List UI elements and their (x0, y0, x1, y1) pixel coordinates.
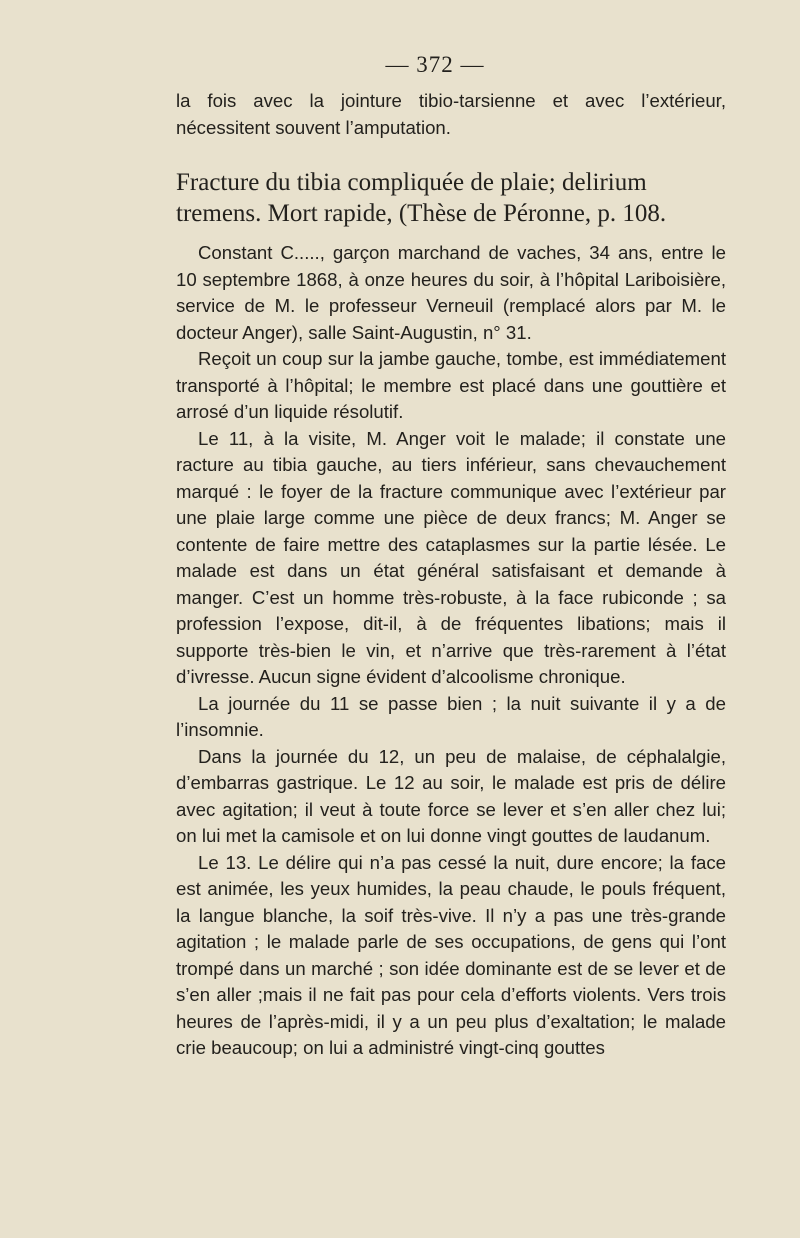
paragraph-day-11: Le 11, à la visite, M. Anger voit le malade; il constate une racture au tibia gauche, au tiers inférieur, sans chevauchement marqué : le foyer de la fracture communique avec l’extérieur par une plaie large comme une pièce de deux francs; M. Anger se contente de faire mettre des cataplasmes sur la partie lésée. Le malade est dans un état général satisfaisant et demande à manger. C’est un homme très-robuste, à la face rubiconde ; sa profession l’expose, dit-il, à de fréquentes libations; mais il supporte très-bien le vin, et n’arrive que très-rarement à l’état d’ivresse. Aucun signe évident d’alcoolisme chronique. (176, 427, 726, 687)
paragraph-day-12: Dans la journée du 12, un peu de malaise, de céphalalgie, d’embarras gastrique. Le 12 au soir, le malade est pris de délire avec agitation; il veut à toute force se lever et s’en aller chez lui; on lui met la camisole et on lui donne vingt gouttes de laudanum. (176, 745, 726, 846)
paragraph-day-11-night: La journée du 11 se passe bien ; la nuit suivante il y a de l’insomnie. (176, 692, 726, 740)
page-number: — 372 — (385, 52, 485, 77)
intro-paragraph: la fois avec la jointure tibio-tarsienne et avec l’extérieur, nécessitent souvent l’amputation. (176, 90, 726, 138)
section-title: Fracture du tibia compliquée de plaie; delirium tremens. Mort rapide, (Thèse de Péronne, p. 108. (176, 169, 667, 227)
paragraph-day-13: Le 13. Le délire qui n’a pas cessé la nuit, dure encore; la face est animée, les yeux humides, la peau chaude, le pouls fréquent, la langue blanche, la soif très-vive. Il n’y a pas une très-grande agitation ; le malade parle de ses occupations, de gens qui l’ont trompé dans un marché ; son idée dominante est de se lever et de s’en aller ;mais il ne fait pas pour cela d’efforts violents. Vers trois heures de l’après-midi, il y a un peu plus d’exaltation; le malade crie beaucoup; on lui a administré vingt-cinq gouttes (176, 851, 726, 1058)
paragraph-admission: Constant C....., garçon marchand de vaches, 34 ans, entre le 10 septembre 1868, à onze heures du soir, à l’hôpital Lariboisière, service de M. le professeur Verneuil (remplacé alors par M. le docteur Anger), salle Saint-Augustin, n° 31. (176, 242, 726, 343)
intro-text (176, 88, 726, 141)
paragraph-injury: Reçoit un coup sur la jambe gauche, tombe, est immédiatement transporté à l’hôpital; le membre est placé dans une gouttière et arrosé d’un liquide résolutif. (176, 348, 726, 422)
case-body (176, 240, 726, 1062)
